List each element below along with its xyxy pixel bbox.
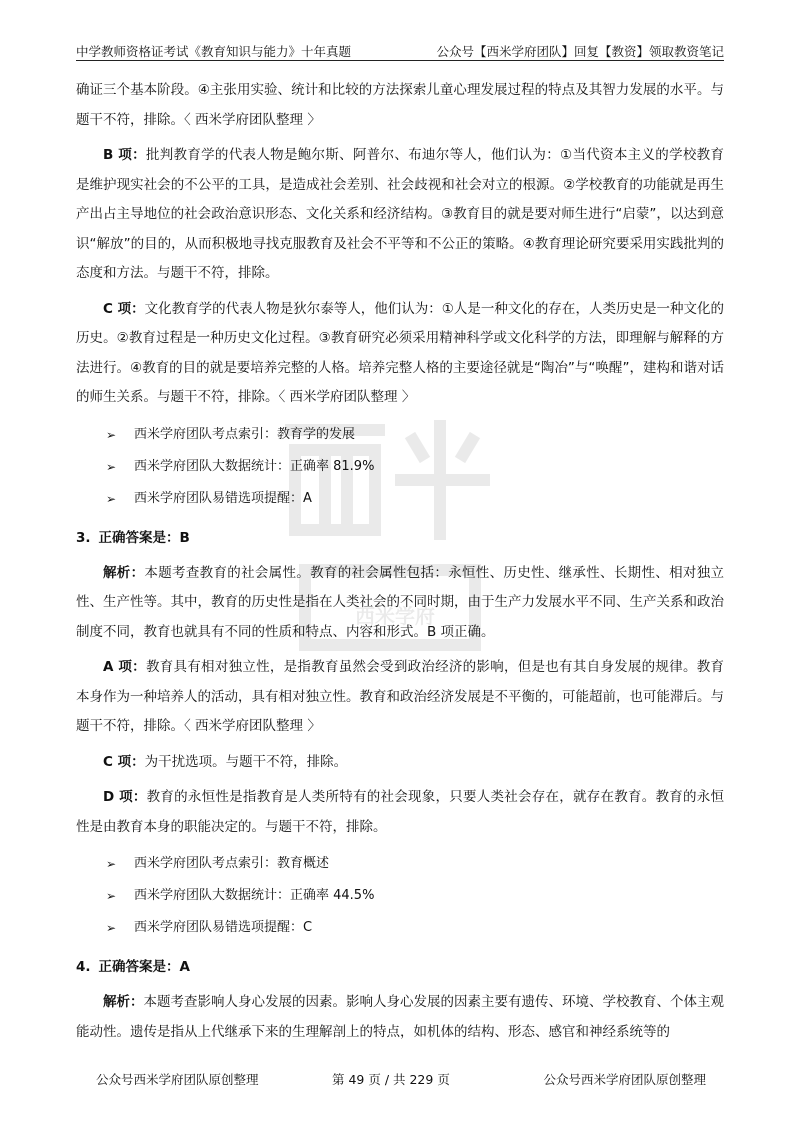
footer-right: 公众号西米学府团队原创整理 [543, 1072, 706, 1087]
option-b-text: 批判教育学的代表人物是鲍尔斯、阿普尔、布迪尔等人，他们认为：①当代资本主义的学校教育是维护现实社会的不公平的工具，是造成社会差别、社会歧视和社会对立的根源。②学校教育的功能就是再生产出占主导地位的社会政治意识形态、文化关系和经济结构。③教育目的就是要对师生进行“启蒙”，以达到意识“解放”的目的，从而积极地寻找克服教育及社会不平等和不公正的策略。④教育理论研究要采用实践批判的态度和方法。与题干不符，排除。 [76, 147, 724, 281]
page-header [76, 40, 724, 61]
q4-number: 4. [76, 959, 91, 975]
page-content [76, 76, 724, 1053]
q2-option-b [76, 141, 724, 289]
arrow-bullet-icon: ➢ [106, 491, 117, 506]
q3-answer-label: 正确答案是：B [98, 529, 190, 546]
arrow-bullet-icon: ➢ [106, 427, 117, 442]
analysis-label: 解析： [103, 994, 144, 1010]
q3-answer [76, 525, 724, 551]
list-item [76, 483, 724, 515]
q2-option-c [76, 295, 724, 413]
option-c-text: 为干扰选项。与题干不符，排除。 [144, 753, 348, 770]
option-d-text: 教育的永恒性是指教育是人类所特有的社会现象，只要人类社会存在，就存在教育。教育的永恒性是由教育本身的职能决定的。与题干不符，排除。 [76, 789, 725, 835]
header-promo: 公众号【西米学府团队】回复【教资】领取教资笔记 [436, 44, 724, 59]
option-c-label: C 项： [103, 753, 145, 770]
arrow-bullet-icon: ➢ [106, 857, 117, 871]
option-b-label: B 项： [103, 147, 146, 163]
list-item [76, 912, 724, 944]
option-d-label: D 项： [103, 789, 147, 805]
option-c-text: 文化教育学的代表人物是狄尔泰等人，他们认为：①人是一种文化的存在，人类历史是一种文化的历史。②教育过程是一种历史文化过程。③教育研究必须采用精神科学或文化科学的方法，即理解与解释的方法进行。④教育的目的就是要培养完整的人格。培养完整人格的主要途径就是“陶冶”与“唤醒”，建构和谐对话的师生关系。与题干不符，排除。〈 西米学府团队整理 〉 [76, 300, 725, 405]
q4-answer [76, 954, 724, 980]
q2-notes [76, 419, 724, 515]
note-text: 西米学府团队考点索引：教育学的发展 [134, 426, 356, 442]
q4-analysis [76, 988, 724, 1047]
q3-analysis [76, 559, 724, 648]
note-text: 西米学府团队易错选项提醒：A [134, 490, 312, 506]
q3-option-c [76, 748, 724, 778]
intro-paragraph: 确证三个基本阶段。④主张用实验、统计和比较的方法探索儿童心理发展过程的特点及其智力发展的水平。与题干不符，排除。〈 西米学府团队整理 〉 [76, 82, 724, 128]
page-number: 第 49 页 / 共 229 页 [332, 1072, 450, 1087]
note-text: 西米学府团队大数据统计：正确率 81.9% [134, 458, 375, 474]
note-text: 西米学府团队易错选项提醒：C [134, 920, 313, 935]
q3-option-a [76, 653, 724, 742]
option-c-label: C 项： [103, 300, 145, 317]
q3-number: 3. [76, 529, 91, 546]
list-item [76, 419, 724, 451]
q3-notes [76, 848, 724, 944]
note-text: 西米学府团队考点索引：教育概述 [134, 856, 330, 871]
analysis-text: 本题考查教育的社会属性。教育的社会属性包括：永恒性、历史性、继承性、长期性、相对独立性、生产性等。其中，教育的历史性是指在人类社会的不同时期，由于生产力发展水平不同、生产关系和政治制度不同，教育也就具有不同的性质和特点、内容和形式。B 项正确。 [76, 564, 725, 640]
header-title: 中学教师资格证考试《教育知识与能力》十年真题 [76, 44, 352, 59]
footer-left: 公众号西米学府团队原创整理 [96, 1072, 259, 1087]
option-a-text: 教育具有相对独立性，是指教育虽然会受到政治经济的影响，但是也有其自身发展的规律。教育本身作为一种培养人的活动，具有相对独立性。教育和政治经济发展是不平衡的，可能超前，也可能滞后。与题干不符，排除。〈 西米学府团队整理 〉 [76, 659, 725, 734]
analysis-text: 本题考查影响人身心发展的因素。影响人身心发展的因素主要有遗传、环境、学校教育、个体主观能动性。遗传是指从上代继承下来的生理解剖上的特点，如机体的结构、形态、感官和神经系统等的 [76, 994, 724, 1040]
list-item [76, 848, 724, 880]
arrow-bullet-icon: ➢ [106, 459, 117, 474]
list-item [76, 880, 724, 912]
q4-answer-label: 正确答案是：A [98, 959, 190, 975]
list-item [76, 451, 724, 483]
note-text: 西米学府团队大数据统计：正确率 44.5% [134, 888, 375, 903]
analysis-label: 解析： [103, 564, 145, 581]
watermark-text: 西米学府 [355, 604, 435, 628]
page-footer [76, 1070, 724, 1090]
arrow-bullet-icon: ➢ [106, 921, 117, 935]
option-a-label: A 项： [103, 659, 146, 675]
q3-option-d [76, 783, 724, 842]
arrow-bullet-icon: ➢ [106, 889, 117, 903]
